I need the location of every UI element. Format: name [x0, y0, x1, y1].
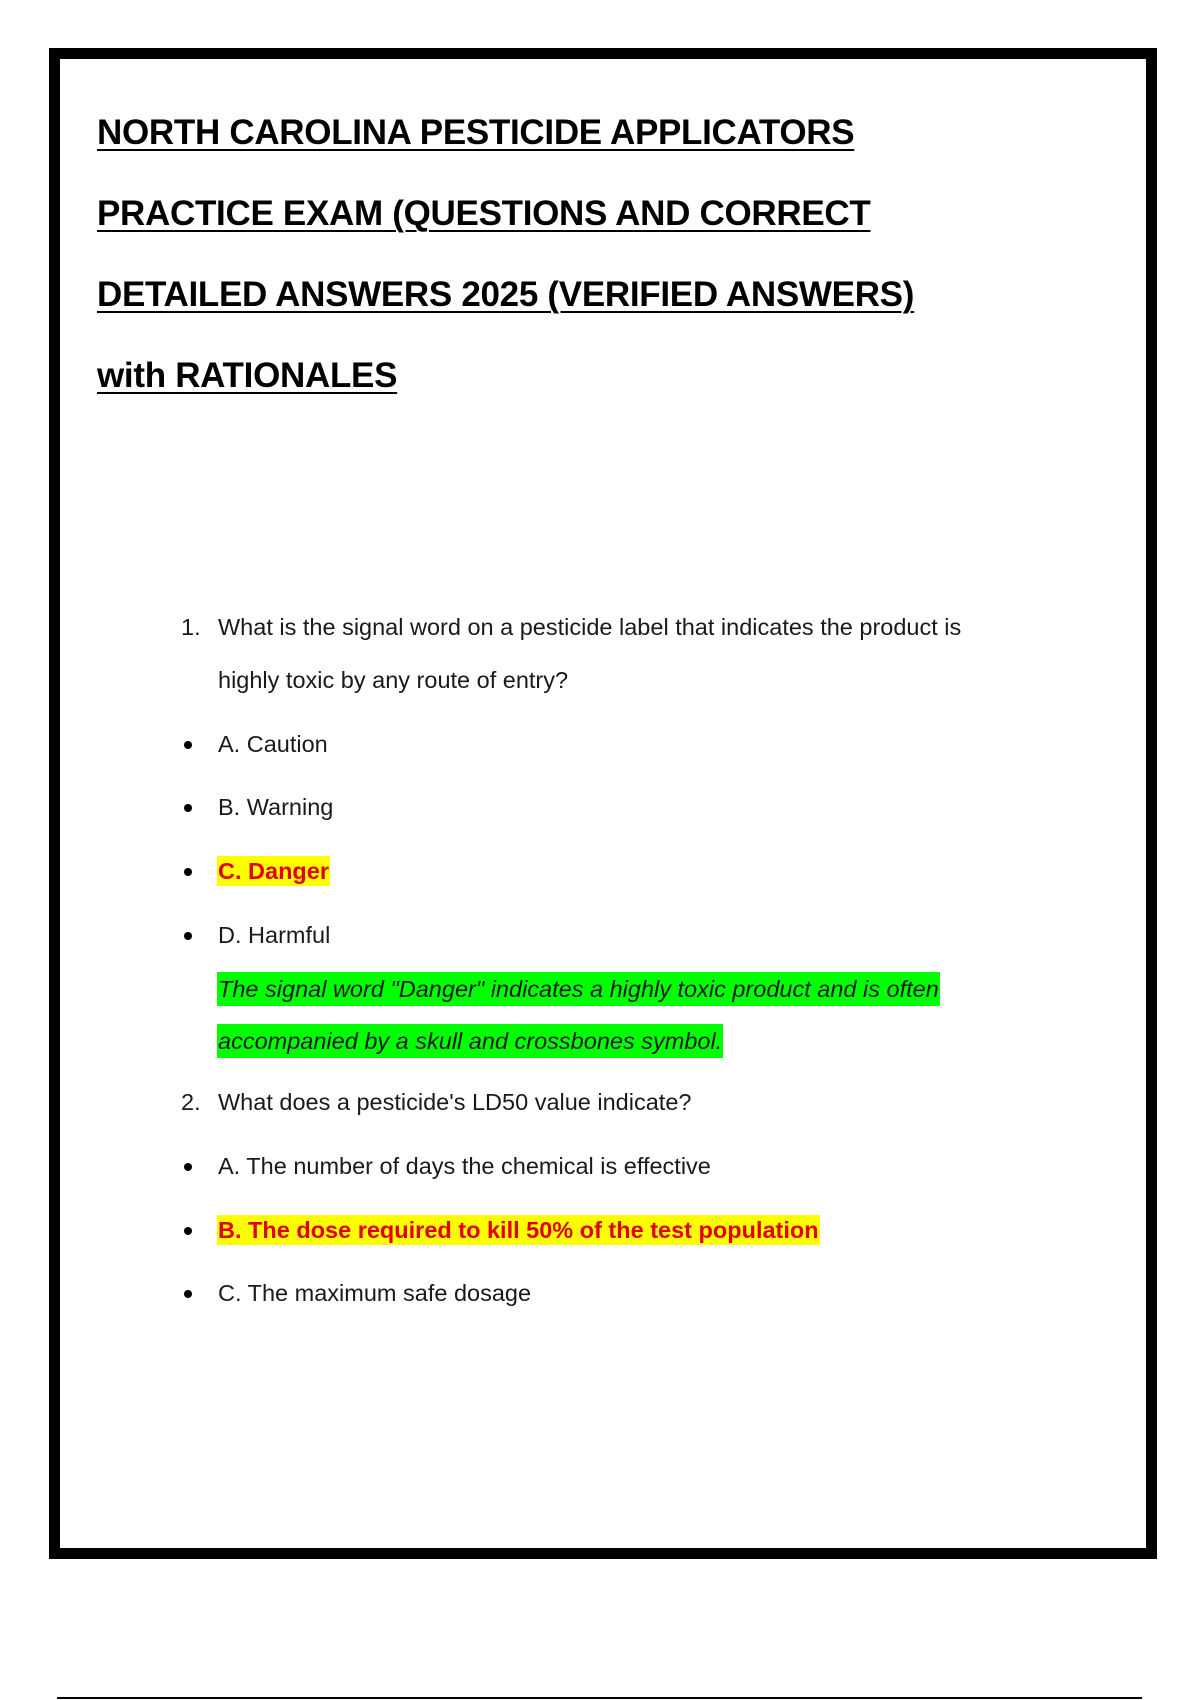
rationale-highlight: The signal word "Danger" indicates a highly toxic product and is often [217, 972, 940, 1006]
title-line-3: DETAILED ANSWERS 2025 (VERIFIED ANSWERS) [97, 275, 915, 314]
bullet-icon [184, 1290, 192, 1298]
option-text: D. Harmful [218, 922, 331, 948]
bullet-icon [184, 1227, 192, 1235]
option-text: C. The maximum safe dosage [218, 1280, 532, 1306]
question-number: 2. [181, 1089, 201, 1115]
document-title [97, 92, 997, 416]
bullet-icon [184, 741, 192, 749]
option-text: A. Caution [218, 731, 328, 757]
title-line-2: PRACTICE EXAM (QUESTIONS AND CORRECT [97, 194, 871, 233]
question-text: What does a pesticide's LD50 value indicate? [218, 1089, 692, 1115]
title-line-4: with RATIONALES [97, 356, 398, 395]
option-text: A. The number of days the chemical is effective [218, 1153, 711, 1179]
footer-divider [57, 1697, 1142, 1699]
question-text-continued: highly toxic by any route of entry? [218, 667, 569, 693]
question-number: 1. [181, 614, 201, 640]
bullet-icon [184, 804, 192, 812]
bullet-icon [184, 868, 192, 876]
rationale-highlight-continued: accompanied by a skull and crossbones symbol. [217, 1024, 723, 1058]
title-line-1: NORTH CAROLINA PESTICIDE APPLICATORS [97, 113, 855, 152]
bullet-icon [184, 932, 192, 940]
option-text: B. Warning [218, 794, 334, 820]
correct-answer-highlight: B. The dose required to kill 50% of the test population [218, 1217, 819, 1243]
correct-answer-highlight: C. Danger [218, 858, 329, 884]
question-text: What is the signal word on a pesticide label that indicates the product is [218, 614, 962, 640]
bullet-icon [184, 1163, 192, 1171]
